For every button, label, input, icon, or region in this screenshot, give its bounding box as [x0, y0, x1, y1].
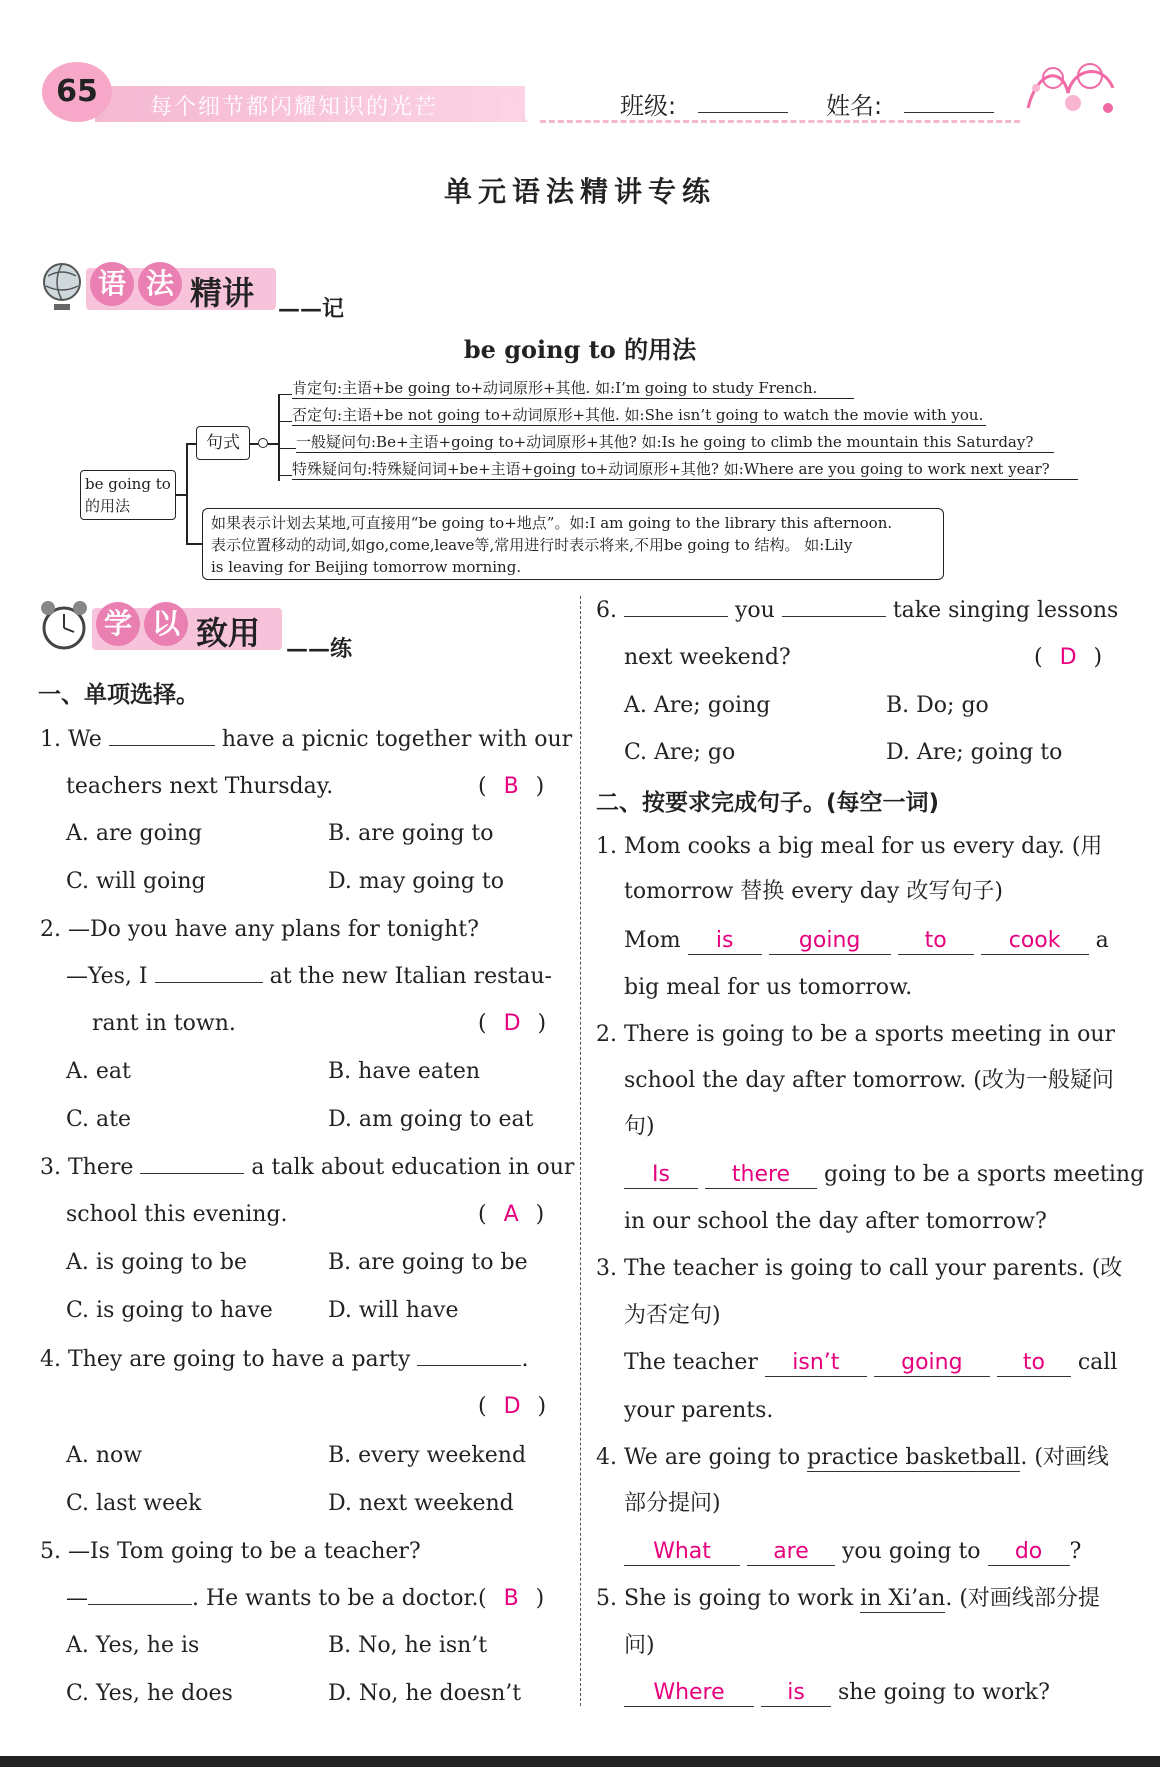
q4-option-d[interactable]: D. next weekend	[328, 1491, 514, 1516]
q2-blank[interactable]	[155, 954, 263, 983]
q3-answer: A	[503, 1202, 519, 1227]
q5-text-a: —	[66, 1586, 88, 1611]
q2-text-b: at the new Italian restau-	[269, 964, 552, 989]
q5-blank[interactable]	[88, 1576, 192, 1605]
q2-line3: rant in town.	[92, 1011, 236, 1036]
q6-blank-1[interactable]	[624, 588, 728, 617]
q3-blank[interactable]	[140, 1145, 244, 1174]
p2q1-blank-1[interactable]: is	[688, 926, 762, 955]
q6-option-c[interactable]: C. Are; go	[624, 740, 736, 765]
q5-option-c[interactable]: C. Yes, he does	[66, 1681, 233, 1706]
p2q5-text-a: 5. She is going to work	[596, 1586, 854, 1611]
mindmap-root-line1: be going to	[85, 475, 171, 493]
p2q1-blank-3[interactable]: to	[898, 926, 974, 955]
p2q2-line4	[624, 1151, 1144, 1198]
p2q4-line2: 部分提问)	[624, 1491, 721, 1516]
q3-text-b: a talk about education in our	[251, 1155, 575, 1180]
p2q4-blank-2[interactable]: are	[747, 1537, 835, 1566]
q3-text-a: 3. There	[40, 1155, 134, 1180]
q2-answer: D	[503, 1011, 521, 1036]
p2q2-line1: 2. There is going to be a sports meeting in our	[596, 1022, 1115, 1047]
q6-text-b: you	[735, 598, 775, 623]
q1-option-c[interactable]: C. will going	[66, 869, 206, 894]
connector	[186, 443, 196, 445]
p2q1-post: a	[1095, 928, 1109, 953]
p2q5-post: she going to work?	[838, 1680, 1050, 1705]
q6-blank-2[interactable]	[782, 588, 886, 617]
mindmap-heading: be going to 的用法	[463, 335, 697, 364]
q2-line2	[66, 953, 552, 1000]
grammar-tail: ——记	[278, 296, 345, 322]
branch-yes-no-question: 一般疑问句:Be+主语+going to+动词原形+其他? 如:Is he going to climb the mountain this Saturday?	[296, 431, 1054, 453]
q1-text-a: 1. We	[40, 727, 102, 752]
practice-label: 致用	[196, 614, 261, 652]
q4-option-b[interactable]: B. every weekend	[328, 1443, 527, 1468]
q6-option-a[interactable]: A. Are; going	[624, 693, 771, 718]
p2q4-line1	[596, 1434, 1109, 1481]
q6-line2: next weekend?	[624, 645, 791, 670]
bottom-bar	[0, 1756, 1160, 1767]
grammar-label: 精讲	[190, 274, 255, 312]
note-line-1: 如果表示计划去某地,可直接用“be going to+地点”。如:I am going to the library this afternoon.	[211, 514, 893, 532]
p2q3-blank-1[interactable]: isn’t	[765, 1348, 867, 1377]
q4-option-c[interactable]: C. last week	[66, 1491, 202, 1516]
q2-option-d[interactable]: D. am going to eat	[328, 1107, 534, 1132]
page-title: 单元语法精讲专练	[443, 175, 716, 208]
connector-node-icon	[258, 438, 268, 448]
flower-ornament-icon	[1018, 48, 1128, 128]
p2q1-line3	[624, 917, 1109, 964]
q2-answer-bracket: ( D )	[478, 1011, 547, 1036]
q3-option-b[interactable]: B. are going to be	[328, 1250, 528, 1275]
q1-line2: teachers next Thursday.	[66, 774, 334, 799]
class-field[interactable]	[698, 112, 788, 113]
p2q1-line2: tomorrow 替换 every day 改写句子)	[624, 879, 1003, 904]
part2-title: 二、按要求完成句子。(每空一词)	[596, 790, 940, 816]
q1-blank[interactable]	[109, 717, 215, 746]
q2-text-a: —Yes, I	[66, 964, 148, 989]
connector	[278, 421, 292, 422]
p2q4-text-a: 4. We are going to	[596, 1445, 801, 1470]
q5-text-b: . He wants to be a doctor.	[192, 1586, 479, 1611]
q4-line1	[40, 1336, 528, 1383]
q4-answer: D	[503, 1394, 521, 1419]
globe-icon	[38, 258, 84, 318]
p2q2-line2: school the day after tomorrow. (改为一般疑问	[624, 1068, 1114, 1093]
q6-text-a: 6.	[596, 598, 617, 623]
q5-line1: 5. —Is Tom going to be a teacher?	[40, 1539, 421, 1564]
q1-answer-bracket: ( B )	[478, 774, 545, 799]
p2q3-blank-2[interactable]: going	[874, 1348, 990, 1377]
q2-option-b[interactable]: B. have eaten	[328, 1059, 481, 1084]
branch-wh-question: 特殊疑问句:特殊疑问词+be+主语+going to+动词原形+其他? 如:Where are you going to work next year?	[292, 458, 1078, 480]
part1-title: 一、单项选择。	[38, 682, 199, 708]
connector	[278, 448, 296, 449]
q6-option-b[interactable]: B. Do; go	[886, 693, 989, 718]
p2q5-underlined: in Xi’an	[860, 1586, 946, 1611]
header-motto: 每个细节都闪耀知识的光芒	[150, 95, 439, 120]
p2q2-blank-2[interactable]: there	[705, 1160, 817, 1189]
q5-option-b[interactable]: B. No, he isn’t	[328, 1633, 488, 1658]
q1-line1	[40, 716, 572, 763]
q5-answer-bracket: ( B )	[478, 1586, 545, 1611]
q4-text-a: 4. They are going to have a party	[40, 1347, 411, 1372]
q4-blank[interactable]	[417, 1337, 521, 1366]
practice-tail: ——练	[286, 636, 353, 662]
p2q3-line1: 3. The teacher is going to call your parents. (改	[596, 1256, 1123, 1281]
q1-option-b[interactable]: B. are going to	[328, 821, 494, 846]
p2q1-blank-4[interactable]: cook	[981, 926, 1089, 955]
mindmap-root-line2: 的用法	[85, 497, 131, 515]
p2q1-line1: 1. Mom cooks a big meal for us every day. (用	[596, 834, 1103, 859]
q3-line1	[40, 1144, 574, 1191]
q1-option-d[interactable]: D. may going to	[328, 869, 504, 894]
page-number: 65	[42, 62, 112, 122]
connector	[176, 494, 186, 496]
p2q2-line3: 句)	[624, 1114, 655, 1139]
name-label: 姓名:	[826, 92, 883, 120]
q1-option-a[interactable]: A. are going	[66, 821, 203, 846]
q6-answer: D	[1059, 645, 1077, 670]
mindmap-root	[80, 470, 176, 520]
practice-badge-1: 学	[96, 602, 140, 646]
p2q4-end: ?	[1069, 1539, 1082, 1564]
connector	[278, 395, 280, 481]
q4-answer-bracket: ( D )	[478, 1394, 547, 1419]
p2q5-line1	[596, 1575, 1100, 1622]
q6-answer-bracket: ( D )	[1034, 645, 1103, 670]
p2q2-post: going to be a sports meeting	[824, 1162, 1145, 1187]
note-line-3: is leaving for Beijing tomorrow morning.	[211, 558, 522, 576]
p2q3-line3	[624, 1339, 1117, 1386]
q5-line2	[66, 1575, 479, 1622]
q3-line2: school this evening.	[66, 1202, 288, 1227]
q1-answer: B	[503, 774, 519, 799]
practice-badge-2: 以	[144, 602, 188, 646]
q6-text-c: take singing lessons	[892, 598, 1119, 623]
p2q5-line3	[624, 1669, 1050, 1716]
q4-text-b: .	[521, 1347, 529, 1372]
q3-option-d[interactable]: D. will have	[328, 1298, 459, 1323]
q5-option-d[interactable]: D. No, he doesn’t	[328, 1681, 522, 1706]
q2-option-c[interactable]: C. ate	[66, 1107, 132, 1132]
connector	[186, 543, 202, 545]
p2q4-mid: you going to	[842, 1539, 981, 1564]
q3-answer-bracket: ( A )	[478, 1202, 545, 1227]
q3-option-a[interactable]: A. is going to be	[66, 1250, 247, 1275]
grammar-badge-2: 法	[138, 262, 182, 306]
p2q3-post: call	[1077, 1350, 1118, 1375]
p2q5-line2: 问)	[624, 1633, 655, 1658]
header-band-tip	[500, 86, 528, 122]
q5-option-a[interactable]: A. Yes, he is	[66, 1633, 200, 1658]
name-field[interactable]	[904, 112, 994, 113]
p2q3-line4: your parents.	[624, 1398, 774, 1423]
p2q4-blank-3[interactable]: do	[988, 1537, 1070, 1566]
q5-answer: B	[503, 1586, 519, 1611]
p2q5-blank-2[interactable]: is	[761, 1678, 831, 1707]
q1-text-b: have a picnic together with our	[221, 727, 573, 752]
p2q5-text-b: . (对画线部分提	[945, 1586, 1100, 1611]
mindmap-note	[202, 508, 944, 580]
connector	[278, 475, 292, 476]
p2q4-blank-1[interactable]: What	[624, 1537, 740, 1566]
q2-line1: 2. —Do you have any plans for tonight?	[40, 917, 479, 942]
q2-option-a[interactable]: A. eat	[66, 1059, 131, 1084]
header-dashed-line	[540, 120, 1020, 123]
p2q1-line4: big meal for us tomorrow.	[624, 975, 913, 1000]
p2q1-blank-2[interactable]: going	[769, 926, 891, 955]
p2q1-pre: Mom	[624, 928, 681, 953]
q3-option-c[interactable]: C. is going to have	[66, 1298, 273, 1323]
connector	[268, 443, 278, 445]
p2q4-text-b: . (对画线	[1020, 1445, 1109, 1470]
mindmap-node: 句式	[196, 426, 250, 460]
column-divider	[580, 596, 581, 1706]
p2q2-line5: in our school the day after tomorrow?	[624, 1209, 1047, 1234]
connector	[278, 394, 292, 395]
p2q4-line3	[624, 1528, 1081, 1575]
p2q4-underlined: practice basketball	[807, 1445, 1021, 1470]
note-line-2: 表示位置移动的动词,如go,come,leave等,常用进行时表示将来,不用be going to 结构。 如:Lily	[211, 536, 853, 554]
p2q3-pre: The teacher	[624, 1350, 758, 1375]
grammar-badge-1: 语	[90, 262, 134, 306]
p2q3-blank-3[interactable]: to	[997, 1348, 1071, 1377]
p2q3-line2: 为否定句)	[624, 1303, 721, 1328]
q4-option-a[interactable]: A. now	[66, 1443, 143, 1468]
q6-line1	[596, 587, 1118, 634]
alarm-clock-icon	[36, 596, 92, 654]
connector	[186, 443, 188, 543]
connector	[250, 443, 258, 445]
q6-option-d[interactable]: D. Are; going to	[886, 740, 1063, 765]
branch-negative: 否定句:主语+be not going to+动词原形+其他. 如:She isn’t going to watch the movie with you.	[292, 404, 986, 426]
class-label: 班级:	[620, 92, 677, 120]
branch-affirmative: 肯定句:主语+be going to+动词原形+其他. 如:I’m going to study French.	[292, 377, 854, 399]
p2q5-blank-1[interactable]: Where	[624, 1678, 754, 1707]
p2q2-blank-1[interactable]: Is	[624, 1160, 698, 1189]
